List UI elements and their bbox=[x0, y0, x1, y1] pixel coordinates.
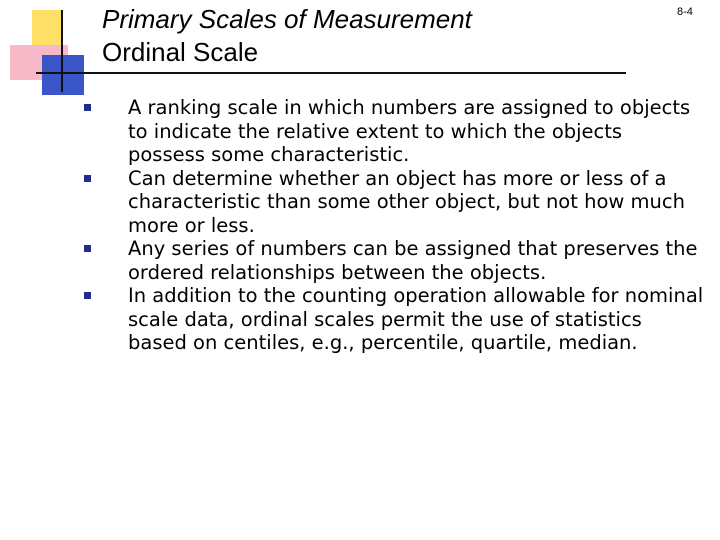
bullet-text: A ranking scale in which numbers are assigned to objects to indicate the relative extent to which the objects possess some characteristic. bbox=[128, 96, 691, 166]
slide-number: 8-4 bbox=[677, 6, 693, 18]
bullet-square-icon bbox=[84, 104, 91, 111]
bullet-item bbox=[84, 284, 704, 355]
bullet-text: Any series of numbers can be assigned that preserves the ordered relationships between the objects. bbox=[128, 237, 698, 284]
slide-title: Ordinal Scale bbox=[102, 37, 259, 67]
logo-vertical-line bbox=[61, 10, 63, 92]
bullet-text: In addition to the counting operation allowable for nominal scale data, ordinal scales permit the use of statistics based on centiles, e.g., percentile, quartile, median. bbox=[128, 284, 704, 354]
decorative-logo bbox=[0, 0, 110, 100]
bullet-item bbox=[84, 96, 704, 167]
bullet-square-icon bbox=[84, 245, 91, 252]
bullet-list bbox=[84, 96, 704, 355]
bullet-item bbox=[84, 237, 704, 284]
bullet-item bbox=[84, 167, 704, 238]
slide-supertitle: Primary Scales of Measurement bbox=[102, 4, 472, 34]
title-divider-line bbox=[36, 72, 626, 74]
bullet-text: Can determine whether an object has more or less of a characteristic than some other object, but not how much more or less. bbox=[128, 166, 685, 237]
bullet-square-icon bbox=[84, 175, 91, 182]
bullet-square-icon bbox=[84, 292, 91, 299]
logo-blue-square bbox=[42, 55, 84, 95]
